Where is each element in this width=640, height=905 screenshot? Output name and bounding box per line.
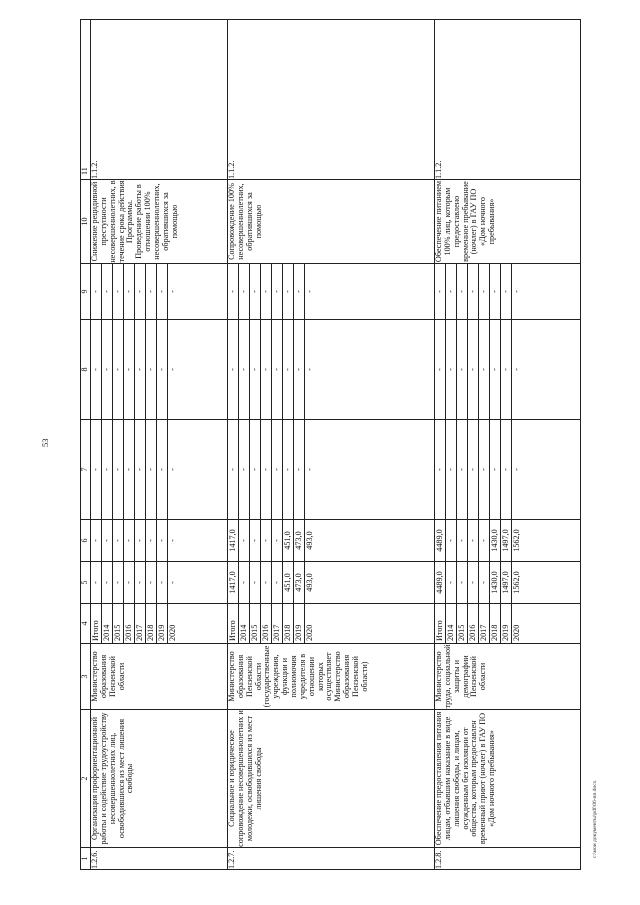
amount-value: - — [113, 562, 124, 603]
amount-value: - — [294, 320, 305, 419]
amount-value: 1562,0 — [512, 571, 521, 594]
funding-total-cell — [91, 562, 228, 604]
amount-value: - — [468, 520, 479, 561]
amount-value: - — [261, 562, 272, 603]
amount-value: - — [135, 320, 146, 419]
amount-value: 1417,0 — [228, 562, 239, 603]
amount-value: 1430,0 — [490, 520, 501, 561]
amount-value: - — [468, 420, 479, 519]
header-cell: 5 — [81, 562, 91, 604]
amount-value: 1417,0 — [228, 520, 239, 561]
funding-other-cell — [91, 264, 228, 320]
amount-value: - — [283, 320, 294, 419]
table-row — [435, 20, 581, 870]
amount-value: - — [157, 420, 168, 519]
amount-value: 493,0 — [305, 531, 314, 550]
indicator-link: 1.1.2. — [228, 20, 435, 180]
row-number: 1.2.7. — [228, 848, 435, 870]
amount-value: 1562,0 — [512, 529, 521, 552]
amount-value: 451,0 — [283, 562, 294, 603]
amount-value: - — [113, 520, 124, 561]
funding-federal-cell — [228, 420, 435, 520]
amount-value: - — [228, 264, 239, 319]
funding-other-cell — [228, 264, 435, 320]
table-header-row — [81, 20, 91, 870]
indicator-link: 1.1.2. — [91, 20, 228, 180]
activity-name: Обеспечение предоставления питания лицам, отбывшим наказание в виде лишения свободы, и лицам, осужденным без изоляции от общества, которым предоставлен временный приют (ночлег) в ГАУ ПО «Дом ночного пребывания» — [435, 710, 581, 848]
amount-value: - — [239, 320, 250, 419]
amount-value: - — [168, 368, 177, 371]
amount-value: - — [124, 520, 135, 561]
funding-federal-cell — [91, 420, 228, 520]
header-cell: 7 — [81, 420, 91, 520]
year-value: 2014 — [102, 604, 113, 643]
amount-value: - — [446, 264, 457, 319]
amount-value: - — [168, 290, 177, 293]
header-cell: 9 — [81, 264, 91, 320]
amount-value: - — [468, 264, 479, 319]
amount-value: - — [457, 562, 468, 603]
year-value: 2019 — [501, 604, 512, 643]
amount-value: - — [91, 562, 102, 603]
header-cell: 6 — [81, 520, 91, 562]
amount-value: - — [501, 420, 512, 519]
year-value: 2020 — [512, 624, 521, 641]
amount-value: - — [261, 264, 272, 319]
amount-value: - — [135, 520, 146, 561]
year-value: 2020 — [305, 624, 314, 641]
year-value: 2018 — [146, 604, 157, 643]
amount-value: - — [124, 320, 135, 419]
year-value: 2014 — [446, 604, 457, 643]
year-value: 2016 — [124, 604, 135, 643]
amount-value: - — [283, 420, 294, 519]
expected-result: Обеспечение питанием 100% лиц, которым предоставлено временное пребывание (ночлег) в ГАУ ПО «Дом ночного пребывания» — [435, 180, 581, 264]
amount-value: - — [91, 264, 102, 319]
amount-value: - — [272, 420, 283, 519]
amount-value: - — [490, 420, 501, 519]
year-value: 2017 — [272, 604, 283, 643]
amount-value: - — [468, 562, 479, 603]
amount-value: - — [501, 264, 512, 319]
expected-result: Снижение рецидивной преступности несовершеннолетних, в течение срока действия Программы. Проведение работы в отношении 100% несовершеннолетних, обратившихся за помощью — [91, 180, 228, 264]
amount-value: - — [146, 420, 157, 519]
amount-value: - — [446, 562, 457, 603]
rotated-page-content — [80, 20, 630, 870]
amount-value: - — [457, 320, 468, 419]
amount-value: 473,0 — [294, 520, 305, 561]
amount-value: - — [102, 562, 113, 603]
amount-value: - — [146, 320, 157, 419]
amount-value: - — [250, 420, 261, 519]
amount-value: - — [168, 468, 177, 471]
amount-value: - — [435, 320, 446, 419]
year-value: 2020 — [168, 624, 177, 641]
amount-value: - — [239, 520, 250, 561]
amount-value: - — [250, 264, 261, 319]
amount-value: - — [102, 264, 113, 319]
amount-value: - — [457, 264, 468, 319]
executor: Министерство образования Пензенской области (государственные учреждения, функции и полномочия учредителя в отношении которых осуществляет Министерство образования Пензенской области) — [228, 644, 435, 710]
amount-value: - — [479, 420, 490, 519]
years-cell — [228, 604, 435, 644]
header-cell: 8 — [81, 320, 91, 420]
amount-value: - — [294, 420, 305, 519]
amount-value: - — [124, 562, 135, 603]
header-cell: 1 — [81, 848, 91, 870]
year-value: 2014 — [239, 604, 250, 643]
amount-value: 1430,0 — [490, 562, 501, 603]
amount-value: - — [157, 520, 168, 561]
amount-value: - — [272, 520, 283, 561]
years-cell — [91, 604, 228, 644]
year-value: 2017 — [135, 604, 146, 643]
funding-local-cell — [228, 320, 435, 420]
amount-value: - — [446, 520, 457, 561]
amount-value: - — [124, 264, 135, 319]
amount-value: - — [113, 264, 124, 319]
program-activities-table — [80, 19, 581, 870]
activity-name: Социальное и юридическое сопровождение несовершеннолетних и молодежи, освободившихся из мест лишения свободы — [228, 710, 435, 848]
amount-value: - — [157, 562, 168, 603]
amount-value: - — [457, 420, 468, 519]
amount-value: - — [261, 420, 272, 519]
amount-value: - — [490, 320, 501, 419]
amount-value: - — [479, 562, 490, 603]
amount-value: - — [446, 420, 457, 519]
amount-value: - — [501, 320, 512, 419]
amount-value: - — [512, 368, 521, 371]
amount-value: - — [113, 320, 124, 419]
amount-value: - — [272, 562, 283, 603]
amount-value: - — [91, 520, 102, 561]
amount-value: - — [457, 520, 468, 561]
funding-total-cell — [435, 562, 581, 604]
expected-result: Сопровождение 100% несовершеннолетних, обратившихся за помощью — [228, 180, 435, 264]
amount-value: - — [435, 420, 446, 519]
amount-value: - — [250, 562, 261, 603]
amount-value: - — [157, 264, 168, 319]
amount-value: - — [479, 264, 490, 319]
funding-federal-cell — [435, 420, 581, 520]
executor: Министерство труда, социальной защиты и демографии Пензенской области — [435, 644, 581, 710]
footer-file-path: c:\мои документы\pdf\06-пп.docx — [592, 780, 598, 858]
funding-regional-cell — [435, 520, 581, 562]
amount-value: - — [305, 368, 314, 371]
amount-value: - — [512, 468, 521, 471]
amount-value: - — [146, 520, 157, 561]
amount-value: - — [305, 290, 314, 293]
header-cell: 3 — [81, 644, 91, 710]
row-number: 1.2.6. — [91, 848, 228, 870]
table-row — [91, 20, 228, 870]
amount-value: - — [272, 264, 283, 319]
year-value: 2019 — [294, 604, 305, 643]
amount-value: - — [490, 264, 501, 319]
amount-value: 473,0 — [294, 562, 305, 603]
indicator-link: 1.1.2. — [435, 20, 581, 180]
executor: Министерство образования Пензенской области — [91, 644, 228, 710]
amount-value: - — [102, 420, 113, 519]
amount-value: - — [305, 468, 314, 471]
amount-value: - — [157, 320, 168, 419]
years-cell — [435, 604, 581, 644]
year-value: 2015 — [250, 604, 261, 643]
amount-value: 4489,0 — [435, 520, 446, 561]
year-value: 2015 — [457, 604, 468, 643]
year-value: 2018 — [490, 604, 501, 643]
funding-other-cell — [435, 264, 581, 320]
amount-value: - — [261, 320, 272, 419]
amount-value: - — [272, 320, 283, 419]
amount-value: - — [479, 520, 490, 561]
amount-value: - — [250, 320, 261, 419]
amount-value: - — [239, 420, 250, 519]
header-cell: 11 — [81, 20, 91, 180]
year-value: 2019 — [157, 604, 168, 643]
funding-local-cell — [435, 320, 581, 420]
amount-value: - — [135, 264, 146, 319]
header-cell: 10 — [81, 180, 91, 264]
amount-value: - — [468, 320, 479, 419]
amount-value: - — [512, 290, 521, 293]
year-value: 2016 — [468, 604, 479, 643]
amount-value: - — [102, 520, 113, 561]
amount-value: 1497,0 — [501, 562, 512, 603]
row-number: 1.2.8. — [435, 848, 581, 870]
table-row — [228, 20, 435, 870]
amount-value: 451,0 — [283, 520, 294, 561]
funding-local-cell — [91, 320, 228, 420]
amount-value: - — [479, 320, 490, 419]
amount-value: - — [91, 320, 102, 419]
amount-value: 1497,0 — [501, 520, 512, 561]
funding-regional-cell — [228, 520, 435, 562]
amount-value: - — [168, 581, 177, 584]
year-value: 2017 — [479, 604, 490, 643]
amount-value: - — [239, 264, 250, 319]
amount-value: - — [228, 420, 239, 519]
amount-value: - — [294, 264, 305, 319]
amount-value: - — [168, 539, 177, 542]
year-value: 2015 — [113, 604, 124, 643]
funding-total-cell — [228, 562, 435, 604]
amount-value: - — [146, 264, 157, 319]
year-value: 2018 — [283, 604, 294, 643]
page-number: 53 — [40, 438, 50, 447]
amount-value: - — [239, 562, 250, 603]
amount-value: - — [228, 320, 239, 419]
amount-value: - — [250, 520, 261, 561]
year-value: 2016 — [261, 604, 272, 643]
year-value: Итого — [228, 604, 239, 643]
amount-value: - — [124, 420, 135, 519]
amount-value: - — [435, 264, 446, 319]
funding-regional-cell — [91, 520, 228, 562]
amount-value: 493,0 — [305, 573, 314, 592]
header-cell: 2 — [81, 710, 91, 848]
year-value: Итого — [435, 604, 446, 643]
amount-value: - — [283, 264, 294, 319]
amount-value: - — [135, 562, 146, 603]
year-value: Итого — [91, 604, 102, 643]
amount-value: 4489,0 — [435, 562, 446, 603]
amount-value: - — [135, 420, 146, 519]
amount-value: - — [91, 420, 102, 519]
activity-name: Организация профориентационной работы и содействие трудоустройству несовершеннолетних лиц, освободившихся из мест лишения свободы — [91, 710, 228, 848]
amount-value: - — [146, 562, 157, 603]
amount-value: - — [113, 420, 124, 519]
amount-value: - — [446, 320, 457, 419]
amount-value: - — [102, 320, 113, 419]
amount-value: - — [261, 520, 272, 561]
header-cell: 4 — [81, 604, 91, 644]
